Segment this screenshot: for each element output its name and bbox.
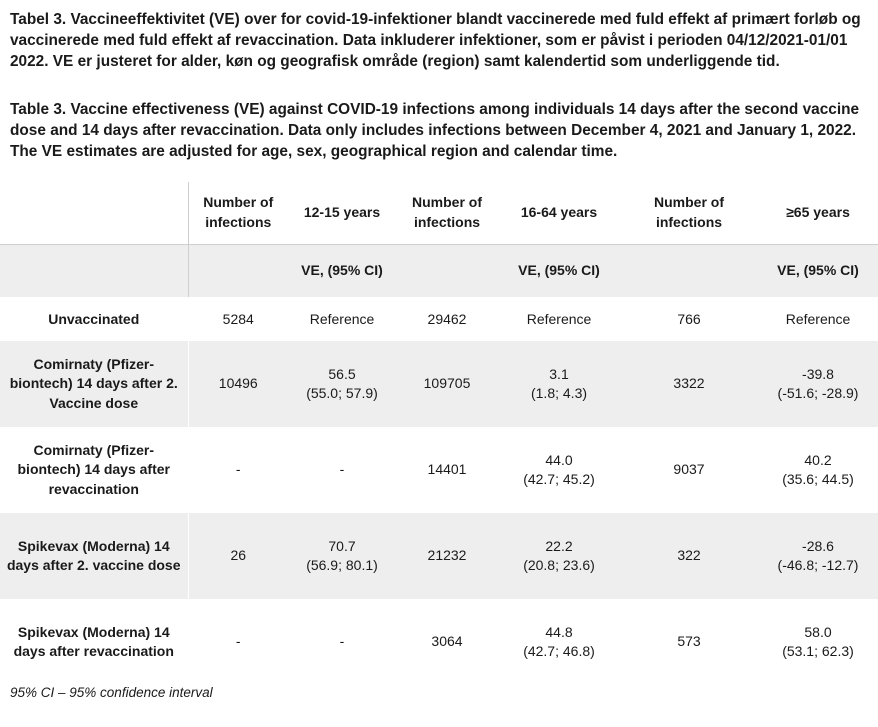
row-label: Spikevax (Moderna) 14 days after revaccination [13, 623, 174, 659]
ve-ci: (53.1; 62.3) [782, 643, 854, 659]
infections-16-64: 14401 [427, 461, 467, 478]
header-age-65-plus: ≥65 years [758, 182, 878, 244]
ve-value: Reference [526, 310, 592, 327]
header-number-of-infections: Number of infections [396, 182, 498, 244]
infections-65-plus: 9037 [673, 461, 705, 478]
ve-12-15 [288, 341, 396, 427]
subheader-ve-ci: VE, (95% CI) [288, 244, 396, 297]
ve-12-15 [288, 599, 396, 685]
row-label: Comirnaty (Pfizer-biontech) 14 days after revaccination [17, 441, 170, 497]
ve-ci: (-46.8; -12.7) [777, 557, 859, 573]
subheader-cell-empty [0, 244, 188, 297]
ve-value: 44.8 [545, 623, 573, 640]
ve-ci: (42.7; 45.2) [523, 471, 595, 487]
subheader-cell-empty [620, 244, 758, 297]
table-title-danish: Tabel 3. Vaccineeffektivitet (VE) over for covid-19-infektioner blandt vaccinerede med fuld effekt af primært forløb og vaccinerede med fuld effekt af revaccination. Data inkluderer infektioner, som er påvist i perioden 04/12/2021-01/01 2022. VE er justeret for alder, køn og geografisk område (region) samt kalendertid som underliggende tid. [10, 11, 861, 70]
infections-12-15: 5284 [188, 297, 288, 341]
table-row [0, 341, 878, 427]
ve-12-15 [288, 427, 396, 513]
table-row [0, 599, 878, 685]
ve-12-15 [288, 513, 396, 599]
ve-12-15 [288, 297, 396, 341]
infections-16-64: 29462 [427, 310, 467, 327]
row-label: Comirnaty (Pfizer-biontech) 14 days after 2. Vaccine dose [9, 355, 178, 411]
ve-65-plus [758, 513, 878, 599]
table-subheader-row [0, 244, 878, 297]
infections-12-15: 26 [188, 513, 288, 599]
ve-value: - [339, 461, 345, 478]
header-cell-empty [0, 182, 188, 244]
ve-16-64 [498, 297, 620, 341]
ve-65-plus [758, 341, 878, 427]
table-row [0, 297, 878, 341]
ve-ci: (55.0; 57.9) [306, 385, 378, 401]
header-number-of-infections: Number of infections [620, 182, 758, 244]
subheader-ve-ci: VE, (95% CI) [758, 244, 878, 297]
infections-12-15: - [188, 427, 288, 513]
subheader-cell-empty [396, 244, 498, 297]
ve-16-64 [498, 341, 620, 427]
ve-value: Reference [309, 310, 375, 327]
table-row [0, 427, 878, 513]
ve-16-64 [498, 427, 620, 513]
row-label: Unvaccinated [48, 310, 140, 327]
table-row [0, 513, 878, 599]
ve-value: 40.2 [804, 451, 832, 468]
ve-ci: (20.8; 23.6) [523, 557, 595, 573]
row-label: Spikevax (Moderna) 14 days after 2. vaccine dose [6, 537, 181, 573]
infections-65-plus: 3322 [673, 375, 705, 392]
ve-value: 3.1 [549, 365, 569, 382]
ve-value: 70.7 [328, 537, 356, 554]
infections-65-plus: 766 [677, 310, 701, 327]
ve-16-64 [498, 513, 620, 599]
ve-ci: (-51.6; -28.9) [777, 385, 859, 401]
ve-value: Reference [785, 310, 851, 327]
ve-ci: (56.9; 80.1) [306, 557, 378, 573]
ve-65-plus [758, 599, 878, 685]
vaccine-effectiveness-table [0, 182, 878, 685]
subheader-ve-ci: VE, (95% CI) [498, 244, 620, 297]
ve-65-plus [758, 427, 878, 513]
table-header-row [0, 182, 878, 244]
infections-65-plus: 573 [677, 633, 701, 650]
header-age-12-15: 12-15 years [288, 182, 396, 244]
infections-65-plus: 322 [677, 547, 701, 564]
ve-16-64 [498, 599, 620, 685]
ve-value: -39.8 [802, 365, 834, 382]
header-number-of-infections: Number of infections [188, 182, 288, 244]
ve-value: 56.5 [328, 365, 356, 382]
ve-value: 44.0 [545, 451, 573, 468]
ve-value: 22.2 [545, 537, 573, 554]
table-title-english: Table 3. Vaccine effectiveness (VE) against COVID-19 infections among individuals 14 days after the second vaccine dose and 14 days after revaccination. Data only includes infections between December 4, 2021 and January 1, 2022. The VE estimates are adjusted for age, sex, geographical region and calendar time. [10, 101, 860, 160]
footnote: 95% CI – 95% confidence interval [10, 685, 213, 700]
ve-value: 58.0 [804, 623, 832, 640]
ve-ci: (42.7; 46.8) [523, 643, 595, 659]
infections-16-64: 109705 [423, 375, 471, 392]
infections-16-64: 21232 [427, 547, 467, 564]
ve-65-plus [758, 297, 878, 341]
subheader-cell-empty [188, 244, 288, 297]
infections-16-64: 3064 [431, 633, 463, 650]
ve-ci: (1.8; 4.3) [530, 385, 588, 401]
ve-value: - [339, 633, 345, 650]
ve-ci: (35.6; 44.5) [782, 471, 854, 487]
header-age-16-64: 16-64 years [498, 182, 620, 244]
ve-value: -28.6 [802, 537, 834, 554]
infections-12-15: 10496 [188, 341, 288, 427]
infections-12-15: - [188, 599, 288, 685]
